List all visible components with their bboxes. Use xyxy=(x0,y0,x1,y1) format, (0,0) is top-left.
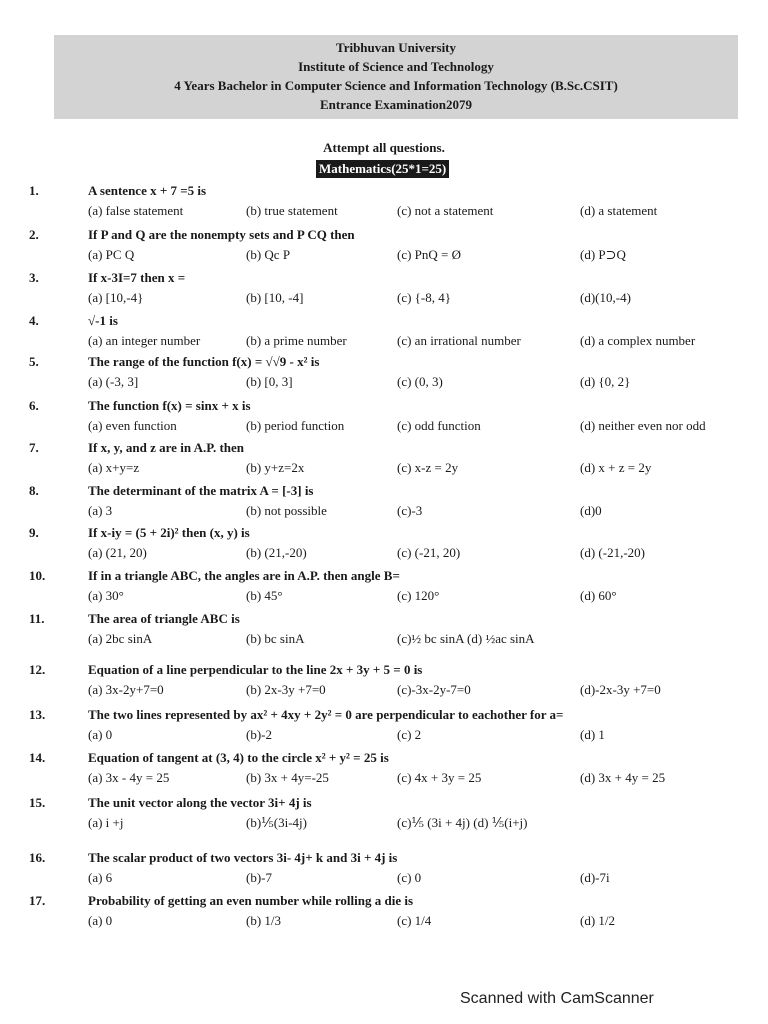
question-number: 14. xyxy=(29,750,46,765)
option-d: (d) 60° xyxy=(580,588,617,603)
option-a: (a) 6 xyxy=(88,870,113,885)
option-c: (c) PnQ = Ø xyxy=(397,247,462,262)
option-d: (d)(10,-4) xyxy=(580,290,631,305)
question-item xyxy=(0,398,768,438)
question-number: 5. xyxy=(29,354,39,369)
option-c: (c) 120° xyxy=(397,588,440,603)
university-name: Tribhuvan University xyxy=(335,40,457,55)
question-item xyxy=(0,707,768,747)
question-item xyxy=(0,893,768,933)
option-b: (b) bc sinA xyxy=(246,631,305,646)
question-number: 2. xyxy=(29,227,39,242)
option-a: (a) even function xyxy=(88,418,177,433)
option-c: (c) odd function xyxy=(397,418,481,433)
option-d: (d)-7i xyxy=(580,870,610,885)
option-b: (b) a prime number xyxy=(246,333,347,348)
question-stem: If x, y, and z are in A.P. then xyxy=(88,440,245,455)
question-number: 6. xyxy=(29,398,39,413)
option-c: (c) x-z = 2y xyxy=(397,460,459,475)
question-item xyxy=(0,270,768,310)
option-d: (d) a statement xyxy=(580,203,658,218)
program-name: 4 Years Bachelor in Computer Science and Information Technology (B.Sc.CSIT) xyxy=(174,78,618,93)
option-a: (a) false statement xyxy=(88,203,184,218)
option-c: (c) (-21, 20) xyxy=(397,545,461,560)
option-c: (c)-3x-2y-7=0 xyxy=(397,682,471,697)
question-item xyxy=(0,183,768,223)
option-d: (d) neither even nor odd xyxy=(580,418,706,433)
question-stem: The area of triangle ABC is xyxy=(88,611,240,626)
option-b: (b) [0, 3] xyxy=(246,374,293,389)
question-item xyxy=(0,440,768,480)
question-item xyxy=(0,568,768,608)
question-item xyxy=(0,354,768,394)
option-b: (b) 1/3 xyxy=(246,913,282,928)
option-d: (d)0 xyxy=(580,503,602,518)
question-number: 17. xyxy=(29,893,46,908)
question-stem: If in a triangle ABC, the angles are in A.P. then angle B= xyxy=(88,568,400,583)
question-item xyxy=(0,795,768,835)
question-number: 1. xyxy=(29,183,39,198)
option-a: (a) [10,-4} xyxy=(88,290,144,305)
question-stem: The scalar product of two vectors 3i- 4j+ k and 3i + 4j is xyxy=(88,850,398,865)
option-c: (c)½ bc sinA (d) ½ac sinA xyxy=(397,631,535,646)
option-a: (a) 30° xyxy=(88,588,124,603)
question-item xyxy=(0,525,768,565)
question-item xyxy=(0,227,768,267)
option-b: (b) period function xyxy=(246,418,345,433)
option-a: (a) 0 xyxy=(88,727,113,742)
question-stem: The range of the function f(x) = √√9 - x² is xyxy=(88,354,320,369)
option-a: (a) 3x-2y+7=0 xyxy=(88,682,164,697)
question-number: 16. xyxy=(29,850,46,865)
option-d: (d) a complex number xyxy=(580,333,696,348)
question-item xyxy=(0,850,768,890)
option-c: (c) (0, 3) xyxy=(397,374,443,389)
option-d: (d) 1/2 xyxy=(580,913,616,928)
option-c: (c) 0 xyxy=(397,870,422,885)
option-b: (b) true statement xyxy=(246,203,338,218)
option-a: (a) (21, 20) xyxy=(88,545,147,560)
question-number: 3. xyxy=(29,270,39,285)
exam-title: Entrance Examination2079 xyxy=(319,97,473,112)
question-number: 9. xyxy=(29,525,39,540)
option-b: (b) y+z=2x xyxy=(246,460,305,475)
option-d: (d) (-21,-20) xyxy=(580,545,645,560)
question-stem: A sentence x + 7 =5 is xyxy=(88,183,207,198)
exam-header xyxy=(54,35,738,119)
option-d: (d)-2x-3y +7=0 xyxy=(580,682,661,697)
option-c: (c)⅕ (3i + 4j) (d) ⅕(i+j) xyxy=(397,815,528,830)
question-number: 10. xyxy=(29,568,46,583)
option-a: (a) 0 xyxy=(88,913,113,928)
question-stem: The unit vector along the vector 3i+ 4j is xyxy=(88,795,312,810)
institute-name: Institute of Science and Technology xyxy=(298,59,494,74)
option-b: (b) 45° xyxy=(246,588,283,603)
option-b: (b) not possible xyxy=(246,503,327,518)
question-number: 8. xyxy=(29,483,39,498)
option-a: (a) i +j xyxy=(88,815,124,830)
option-a: (a) 3 xyxy=(88,503,113,518)
question-item xyxy=(0,611,768,651)
option-c: (c) 4x + 3y = 25 xyxy=(397,770,482,785)
option-a: (a) 3x - 4y = 25 xyxy=(88,770,170,785)
option-c: (c) 1/4 xyxy=(397,913,432,928)
question-stem: Equation of tangent at (3, 4) to the circle x² + y² = 25 is xyxy=(88,750,389,765)
scanner-watermark: Scanned with CamScanner xyxy=(460,990,654,1007)
question-stem: If x-iy = (5 + 2i)² then (x, y) is xyxy=(88,525,250,540)
question-stem: √-1 is xyxy=(88,313,118,328)
option-b: (b) 3x + 4y=-25 xyxy=(246,770,329,785)
question-number: 12. xyxy=(29,662,46,677)
option-a: (a) 2bc sinA xyxy=(88,631,153,646)
section-title: Mathematics(25*1=25) xyxy=(316,160,449,178)
question-stem: The two lines represented by ax² + 4xy + 2y² = 0 are perpendicular to eachother for a= xyxy=(88,707,564,722)
option-a: (a) x+y=z xyxy=(88,460,140,475)
question-item xyxy=(0,483,768,523)
question-number: 13. xyxy=(29,707,46,722)
option-c: (c) {-8, 4} xyxy=(397,290,451,305)
question-number: 7. xyxy=(29,440,39,455)
question-number: 15. xyxy=(29,795,46,810)
option-c: (c) 2 xyxy=(397,727,422,742)
option-c: (c) not a statement xyxy=(397,203,494,218)
option-a: (a) an integer number xyxy=(88,333,201,348)
option-c: (c) an irrational number xyxy=(397,333,521,348)
question-stem: The determinant of the matrix A = [-3] is xyxy=(88,483,314,498)
option-a: (a) (-3, 3] xyxy=(88,374,139,389)
question-stem: Probability of getting an even number while rolling a die is xyxy=(88,893,414,908)
option-b: (b) [10, -4] xyxy=(246,290,304,305)
option-b: (b)-7 xyxy=(246,870,272,885)
option-d: (d) x + z = 2y xyxy=(580,460,652,475)
option-a: (a) PC Q xyxy=(88,247,135,262)
option-d: (d) 3x + 4y = 25 xyxy=(580,770,666,785)
option-d: (d) 1 xyxy=(580,727,605,742)
option-c: (c)-3 xyxy=(397,503,423,518)
option-b: (b) (21,-20) xyxy=(246,545,307,560)
instructions: Attempt all questions. xyxy=(323,140,445,155)
option-b: (b) Qc P xyxy=(246,247,291,262)
question-stem: If x-3I=7 then x = xyxy=(88,270,186,285)
question-stem: Equation of a line perpendicular to the line 2x + 3y + 5 = 0 is xyxy=(88,662,423,677)
option-b: (b)⅕(3i-4j) xyxy=(246,815,307,830)
option-b: (b) 2x-3y +7=0 xyxy=(246,682,326,697)
question-item xyxy=(0,313,768,353)
question-item xyxy=(0,750,768,790)
question-stem: The function f(x) = sinx + x is xyxy=(88,398,251,413)
question-number: 11. xyxy=(29,611,45,626)
option-d: (d) {0, 2} xyxy=(580,374,631,389)
question-stem: If P and Q are the nonempty sets and P CQ then xyxy=(88,227,355,242)
option-b: (b)-2 xyxy=(246,727,272,742)
question-number: 4. xyxy=(29,313,39,328)
question-item xyxy=(0,662,768,702)
option-d: (d) P⊃Q xyxy=(580,247,626,262)
